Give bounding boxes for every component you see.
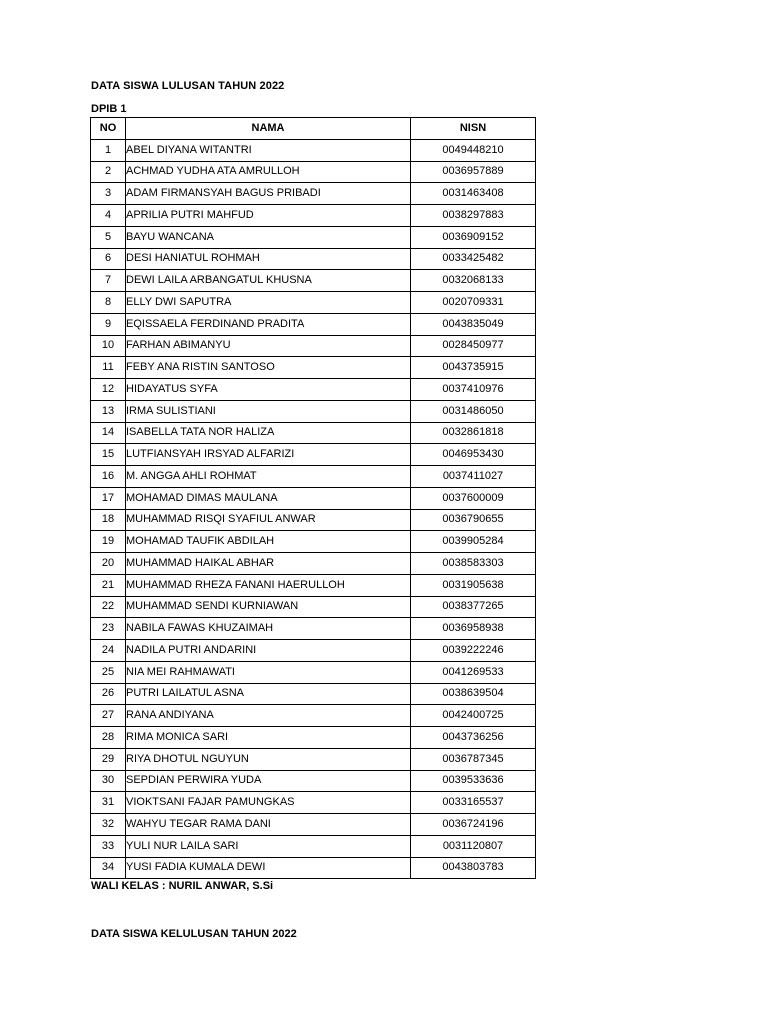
table-row — [91, 270, 536, 292]
cell-no: 16 — [91, 466, 126, 488]
cell-no: 3 — [91, 183, 126, 205]
cell-nisn: 0031486050 — [411, 400, 536, 422]
table-row — [91, 640, 536, 662]
cell-nama: SEPDIAN PERWIRA YUDA — [126, 770, 411, 792]
cell-nama: ISABELLA TATA NOR HALIZA — [126, 422, 411, 444]
cell-nama: RIMA MONICA SARI — [126, 727, 411, 749]
table-header-row — [91, 118, 536, 140]
cell-nama: MUHAMMAD RISQI SYAFIUL ANWAR — [126, 509, 411, 531]
cell-nisn: 0031463408 — [411, 183, 536, 205]
cell-no: 4 — [91, 205, 126, 227]
cell-nisn: 0033165537 — [411, 792, 536, 814]
cell-nama: NABILA FAWAS KHUZAIMAH — [126, 618, 411, 640]
table-row — [91, 183, 536, 205]
table-row — [91, 509, 536, 531]
table-row — [91, 770, 536, 792]
cell-nama: YUSI FADIA KUMALA DEWI — [126, 857, 411, 879]
table-row — [91, 574, 536, 596]
cell-nama: NADILA PUTRI ANDARINI — [126, 640, 411, 662]
table-row — [91, 748, 536, 770]
table-row — [91, 466, 536, 488]
cell-nisn: 0036790655 — [411, 509, 536, 531]
table-row — [91, 857, 536, 879]
cell-no: 26 — [91, 683, 126, 705]
table-row — [91, 531, 536, 553]
cell-no: 12 — [91, 379, 126, 401]
cell-no: 31 — [91, 792, 126, 814]
header-no: NO — [91, 118, 126, 140]
cell-nisn: 0037411027 — [411, 466, 536, 488]
cell-nama: ACHMAD YUDHA ATA AMRULLOH — [126, 161, 411, 183]
cell-nama: ABEL DIYANA WITANTRI — [126, 139, 411, 161]
cell-nisn: 0043735915 — [411, 357, 536, 379]
cell-no: 6 — [91, 248, 126, 270]
cell-nisn: 0041269533 — [411, 661, 536, 683]
cell-nama: M. ANGGA AHLI ROHMAT — [126, 466, 411, 488]
cell-nama: ELLY DWI SAPUTRA — [126, 292, 411, 314]
table-row — [91, 422, 536, 444]
cell-nisn: 0036787345 — [411, 748, 536, 770]
cell-no: 9 — [91, 313, 126, 335]
cell-no: 24 — [91, 640, 126, 662]
cell-nama: MUHAMMAD SENDI KURNIAWAN — [126, 596, 411, 618]
cell-nama: DEWI LAILA ARBANGATUL KHUSNA — [126, 270, 411, 292]
cell-nisn: 0038583303 — [411, 553, 536, 575]
table-body — [91, 139, 536, 879]
table-row — [91, 357, 536, 379]
cell-no: 30 — [91, 770, 126, 792]
cell-nisn: 0043736256 — [411, 727, 536, 749]
table-row — [91, 661, 536, 683]
cell-no: 14 — [91, 422, 126, 444]
table-row — [91, 618, 536, 640]
cell-no: 23 — [91, 618, 126, 640]
table-row — [91, 553, 536, 575]
table-row — [91, 313, 536, 335]
cell-nisn: 0046953430 — [411, 444, 536, 466]
cell-nama: WAHYU TEGAR RAMA DANI — [126, 814, 411, 836]
cell-nama: YULI NUR LAILA SARI — [126, 835, 411, 857]
cell-nama: FEBY ANA RISTIN SANTOSO — [126, 357, 411, 379]
cell-nama: HIDAYATUS SYFA — [126, 379, 411, 401]
cell-no: 13 — [91, 400, 126, 422]
cell-nama: VIOKTSANI FAJAR PAMUNGKAS — [126, 792, 411, 814]
table-row — [91, 205, 536, 227]
cell-no: 15 — [91, 444, 126, 466]
cell-nama: MOHAMAD TAUFIK ABDILAH — [126, 531, 411, 553]
cell-nama: RANA ANDIYANA — [126, 705, 411, 727]
cell-nisn: 0036909152 — [411, 226, 536, 248]
cell-nisn: 0020709331 — [411, 292, 536, 314]
cell-no: 33 — [91, 835, 126, 857]
cell-nama: APRILIA PUTRI MAHFUD — [126, 205, 411, 227]
cell-no: 29 — [91, 748, 126, 770]
cell-nisn: 0032861818 — [411, 422, 536, 444]
cell-no: 11 — [91, 357, 126, 379]
cell-no: 32 — [91, 814, 126, 836]
table-row — [91, 400, 536, 422]
cell-no: 19 — [91, 531, 126, 553]
cell-nama: MOHAMAD DIMAS MAULANA — [126, 487, 411, 509]
homeroom-teacher: WALI KELAS : NURIL ANWAR, S.Si — [91, 880, 274, 892]
cell-nama: IRMA SULISTIANI — [126, 400, 411, 422]
cell-nama: ADAM FIRMANSYAH BAGUS PRIBADI — [126, 183, 411, 205]
table-row — [91, 705, 536, 727]
cell-nisn: 0039222246 — [411, 640, 536, 662]
header-nama: NAMA — [126, 118, 411, 140]
cell-nisn: 0031120807 — [411, 835, 536, 857]
cell-no: 21 — [91, 574, 126, 596]
cell-nisn: 0043803783 — [411, 857, 536, 879]
cell-no: 27 — [91, 705, 126, 727]
cell-nama: MUHAMMAD HAIKAL ABHAR — [126, 553, 411, 575]
cell-nisn: 0036724196 — [411, 814, 536, 836]
table-row — [91, 792, 536, 814]
cell-no: 20 — [91, 553, 126, 575]
student-table — [90, 117, 536, 879]
table-row — [91, 727, 536, 749]
cell-nama: RIYA DHOTUL NGUYUN — [126, 748, 411, 770]
table-row — [91, 814, 536, 836]
cell-no: 10 — [91, 335, 126, 357]
cell-nama: BAYU WANCANA — [126, 226, 411, 248]
cell-nama: FARHAN ABIMANYU — [126, 335, 411, 357]
table-row — [91, 596, 536, 618]
cell-nisn: 0039533636 — [411, 770, 536, 792]
cell-no: 25 — [91, 661, 126, 683]
cell-no: 28 — [91, 727, 126, 749]
table-row — [91, 248, 536, 270]
table-row — [91, 683, 536, 705]
cell-nisn: 0038377265 — [411, 596, 536, 618]
cell-nisn: 0049448210 — [411, 139, 536, 161]
next-section-title: DATA SISWA KELULUSAN TAHUN 2022 — [91, 928, 297, 940]
cell-nama: NIA MEI RAHMAWATI — [126, 661, 411, 683]
cell-no: 34 — [91, 857, 126, 879]
header-nisn: NISN — [411, 118, 536, 140]
cell-no: 2 — [91, 161, 126, 183]
cell-nisn: 0043835049 — [411, 313, 536, 335]
table-row — [91, 139, 536, 161]
cell-nisn: 0032068133 — [411, 270, 536, 292]
table-row — [91, 161, 536, 183]
table-row — [91, 379, 536, 401]
table-row — [91, 444, 536, 466]
cell-nama: PUTRI LAILATUL ASNA — [126, 683, 411, 705]
cell-nisn: 0036957889 — [411, 161, 536, 183]
cell-nisn: 0042400725 — [411, 705, 536, 727]
table-row — [91, 226, 536, 248]
cell-nama: LUTFIANSYAH IRSYAD ALFARIZI — [126, 444, 411, 466]
table-row — [91, 335, 536, 357]
cell-nisn: 0028450977 — [411, 335, 536, 357]
cell-nisn: 0031905638 — [411, 574, 536, 596]
cell-nisn: 0038297883 — [411, 205, 536, 227]
cell-no: 5 — [91, 226, 126, 248]
cell-nisn: 0036958938 — [411, 618, 536, 640]
cell-nisn: 0039905284 — [411, 531, 536, 553]
cell-nisn: 0037410976 — [411, 379, 536, 401]
class-label: DPIB 1 — [91, 103, 127, 115]
table-row — [91, 835, 536, 857]
cell-no: 18 — [91, 509, 126, 531]
cell-nama: DESI HANIATUL ROHMAH — [126, 248, 411, 270]
document-title: DATA SISWA LULUSAN TAHUN 2022 — [91, 80, 285, 92]
cell-nisn: 0038639504 — [411, 683, 536, 705]
cell-no: 1 — [91, 139, 126, 161]
cell-nama: EQISSAELA FERDINAND PRADITA — [126, 313, 411, 335]
cell-no: 8 — [91, 292, 126, 314]
table-row — [91, 487, 536, 509]
cell-no: 7 — [91, 270, 126, 292]
cell-nisn: 0037600009 — [411, 487, 536, 509]
cell-no: 17 — [91, 487, 126, 509]
cell-nama: MUHAMMAD RHEZA FANANI HAERULLOH — [126, 574, 411, 596]
table-row — [91, 292, 536, 314]
cell-nisn: 0033425482 — [411, 248, 536, 270]
cell-no: 22 — [91, 596, 126, 618]
